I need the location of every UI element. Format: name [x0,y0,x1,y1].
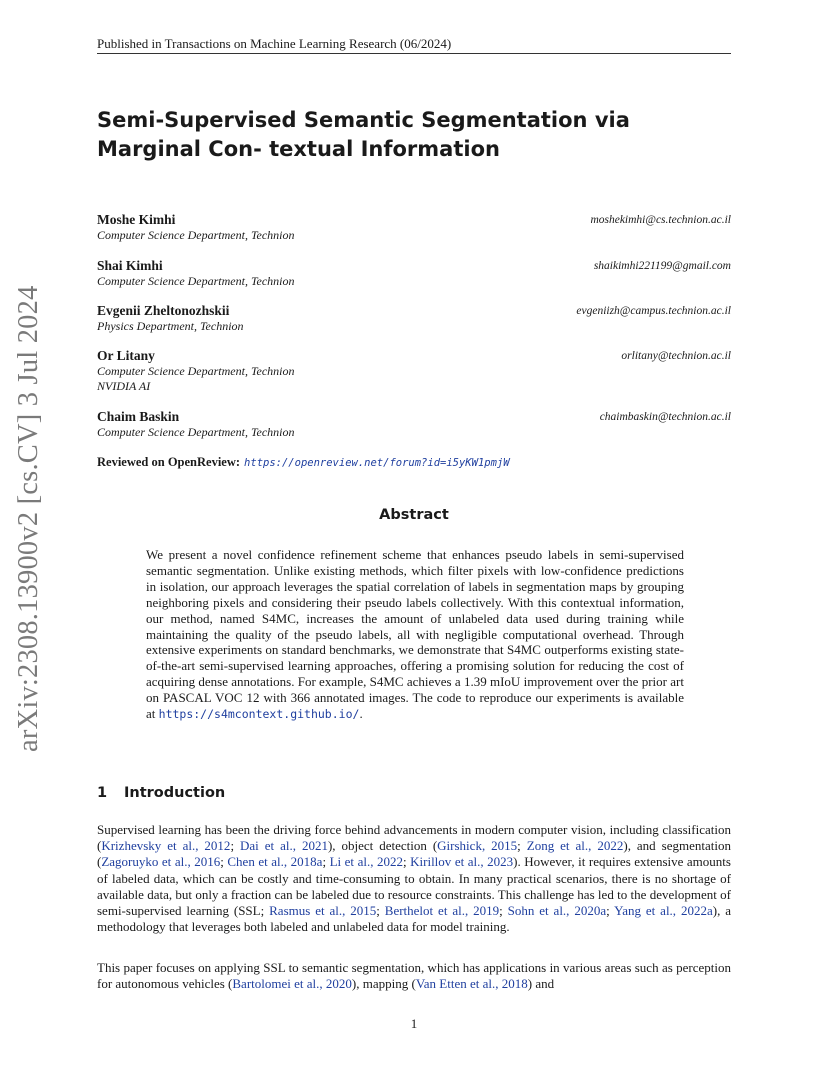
author-block [97,212,731,243]
header-rule [97,53,731,54]
author-block [97,409,731,440]
author-email[interactable]: evgeniizh@campus.technion.ac.il [576,305,731,317]
author-affiliation: Computer Science Department, Technion [97,228,295,242]
citation-link[interactable]: Rasmus et al., 2015 [269,903,377,919]
paragraph-text: ; [230,838,241,854]
citation-link[interactable]: Bartolomei et al., 2020 [232,976,352,992]
paragraph-text: ), object detection ( [327,838,438,854]
author-block [97,348,731,394]
intro-paragraph-1 [97,822,731,935]
author-affiliation: Computer Science Department, Technion [97,425,295,439]
paragraph-text: ; [402,854,411,870]
paragraph-text: ), and segmentation ( [97,838,731,870]
page-number: 1 [410,1016,418,1031]
author-name: Chaim Baskin [97,409,180,424]
citation-link[interactable]: Zong et al., 2022 [526,838,624,854]
paragraph-text: ; [220,854,228,870]
author-affiliation: Computer Science Department, Technion [97,274,295,288]
citation-link[interactable]: Krizhevsky et al., 2012 [101,838,231,854]
citation-link[interactable]: Berthelot et al., 2019 [384,903,500,919]
paragraph-text: ; [499,903,508,919]
openreview-line [97,455,510,470]
paragraph-text: ; [517,838,527,854]
author-name: Or Litany [97,348,155,363]
paragraph-text: ). However, it requires extensive amounts of labeled data, which can be costly and time-consuming to obtain. In many practical scenarios, there is no shortage of available data, but only a fraction can be labeled due to resource constraints. This challenge has led to the development of semi-supervised learning (SSL; [97,854,731,919]
citation-link[interactable]: Zagoruyko et al., 2016 [101,854,221,870]
citation-link[interactable]: Chen et al., 2018a [227,854,323,870]
abstract-body: We present a novel confidence refinement scheme that enhances pseudo labels in semi-supervised semantic segmentation. Unlike existing methods, which filter pixels with low-confidence predictions in isolation, our approach leverages the spatial correlation of labels in segmentation maps by grouping neighboring pixels and considering their pseudo labels collectively. With this contextual information, our method, named S4MC, increases the amount of unlabeled data used during training while maintaining the quality of the pseudo labels, all with negligible computational overhead. Through extensive experiments on standard benchmarks, we demonstrate that S4MC outperforms existing state-of-the-art semi-supervised learning approaches, offering a promising solution for reducing the cost of acquiring dense annotations. For example, S4MC achieves a 1.39 mIoU improvement over the prior art on PASCAL VOC 12 with 366 annotated images. The code to reproduce our experiments is available at [146,547,684,722]
abstract-end: . [359,706,363,722]
author-email[interactable]: shaikimhi221199@gmail.com [593,260,731,272]
author-email[interactable]: chaimbaskin@technion.ac.il [599,411,731,423]
paragraph-text: ), mapping ( [351,976,416,992]
paragraph-text: ; [376,903,385,919]
author-affiliation: Physics Department, Technion [97,319,244,333]
paragraph-text: ; [322,854,330,870]
paragraph-text: ; [606,903,615,919]
abstract-text [146,547,684,723]
openreview-link[interactable]: https://openreview.net/forum?id=i5yKW1pmjW [244,457,510,469]
paper-title: Semi-Supervised Semantic Segmentation via Marginal Con- textual Information [97,108,630,161]
citation-link[interactable]: Sohn et al., 2020a [507,903,607,919]
citation-link[interactable]: Girshick, 2015 [437,838,518,854]
citation-link[interactable]: Kirillov et al., 2023 [410,854,514,870]
arxiv-stamp: arXiv:2308.13900v2 [cs.CV] 3 Jul 2024 [13,285,44,752]
citation-link[interactable]: Van Etten et al., 2018 [415,976,528,992]
citation-link[interactable]: Yang et al., 2022a [614,903,713,919]
running-header: Published in Transactions on Machine Learning Research (06/2024) [97,36,452,51]
citation-link[interactable]: Li et al., 2022 [329,854,403,870]
code-link[interactable]: https://s4mcontext.github.io/ [158,707,360,722]
abstract-heading: Abstract [379,507,449,523]
author-affiliation: NVIDIA AI [97,379,151,393]
openreview-label: Reviewed on OpenReview: [97,455,241,469]
paragraph-text: ), a methodology that leverages both labeled and unlabeled data for model training. [97,903,731,935]
section-number: 1 [97,785,108,801]
author-name: Evgenii Zheltonozhskii [97,303,230,318]
author-name: Moshe Kimhi [97,212,176,227]
author-block [97,258,731,289]
author-email[interactable]: orlitany@technion.ac.il [621,350,731,362]
section-title: Introduction [124,785,226,801]
author-affiliation: Computer Science Department, Technion [97,364,295,378]
section-heading [97,785,225,801]
author-email[interactable]: moshekimhi@cs.technion.ac.il [590,214,731,226]
author-name: Shai Kimhi [97,258,163,273]
paragraph-text: Supervised learning has been the driving force behind advancements in modern computer vision, including classification ( [97,822,731,854]
paragraph-text: ) and [527,976,555,992]
paragraph-text: This paper focuses on applying SSL to semantic segmentation, which has applications in various areas such as perception for autonomous vehicles ( [97,960,731,992]
intro-paragraph-2 [97,960,731,992]
author-block [97,303,731,334]
citation-link[interactable]: Dai et al., 2021 [240,838,328,854]
